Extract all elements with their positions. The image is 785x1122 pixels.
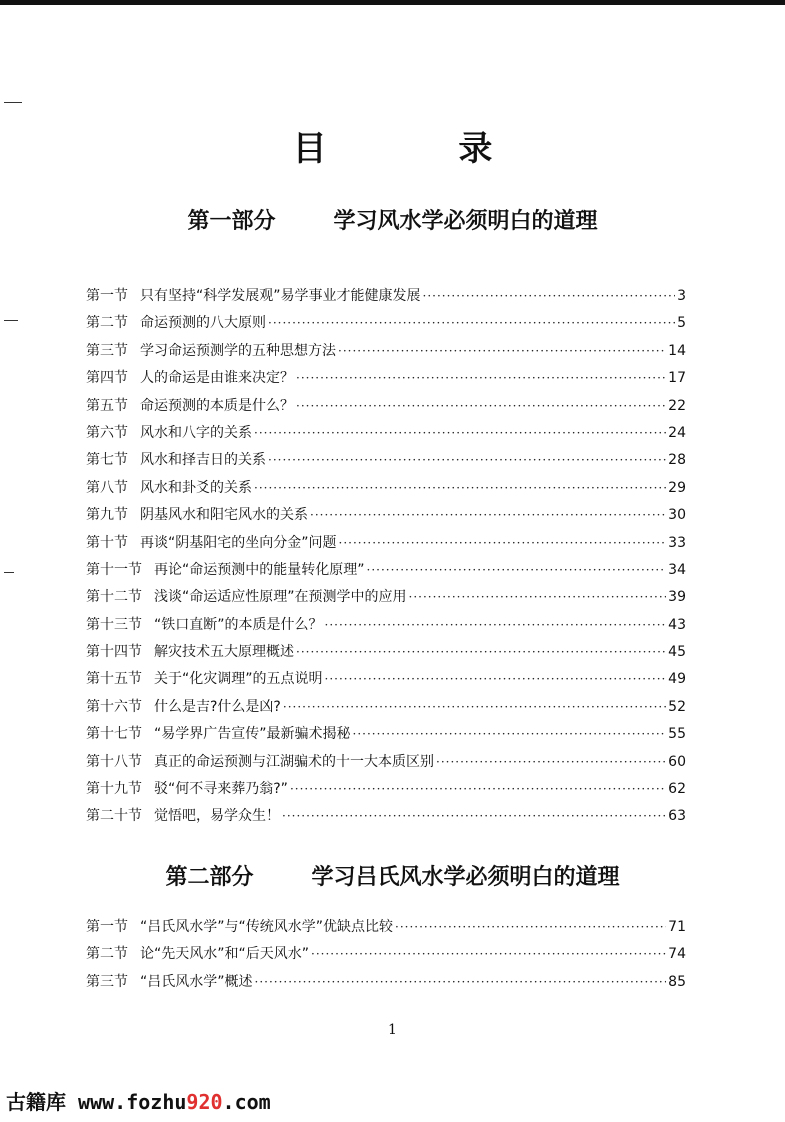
toc-entry[interactable] xyxy=(86,586,686,613)
section-number: 第一节 xyxy=(86,919,128,935)
page-ref: 63 xyxy=(668,808,686,825)
dot-leader xyxy=(296,645,666,659)
section-title: 再谈“阴基阳宅的坐向分金”问题 xyxy=(140,534,337,551)
toc-entry[interactable] xyxy=(86,778,686,805)
dot-leader xyxy=(423,289,676,303)
dot-leader xyxy=(283,700,666,714)
page-ref: 5 xyxy=(677,315,686,332)
part-two-heading xyxy=(0,860,785,891)
section-title: 只有坚持“科学发展观”易学事业才能健康发展 xyxy=(140,288,421,304)
page-ref: 55 xyxy=(668,726,686,743)
section-title: “吕氏风水学”与“传统风水学”优缺点比较 xyxy=(140,919,394,935)
section-title: 真正的命运预测与江湖骗术的十一大本质区别 xyxy=(154,753,434,770)
watermark-accent: 920 xyxy=(186,1090,223,1114)
section-number: 第十五节 xyxy=(86,671,142,688)
toc-entry[interactable] xyxy=(86,367,686,394)
dot-leader xyxy=(325,672,667,686)
dot-leader xyxy=(395,920,666,934)
section-title: 解灾技术五大原理概述 xyxy=(154,644,294,661)
page-number: 1 xyxy=(388,1022,397,1038)
section-number: 第十二节 xyxy=(86,589,142,606)
part-label: 第二部分 xyxy=(165,865,254,890)
page-ref: 43 xyxy=(668,616,686,633)
dot-leader xyxy=(310,508,666,522)
page-ref: 30 xyxy=(668,507,686,524)
dot-leader xyxy=(367,563,667,577)
page-ref: 24 xyxy=(668,424,686,441)
section-number: 第四节 xyxy=(86,370,128,387)
dot-leader xyxy=(296,399,666,413)
section-title: 浅谈“命运适应性原理”在预测学中的应用 xyxy=(154,589,407,606)
dot-leader xyxy=(325,618,667,632)
dot-leader xyxy=(296,371,666,385)
section-number: 第十七节 xyxy=(86,726,142,743)
page-ref: 85 xyxy=(668,973,686,990)
page-ref: 52 xyxy=(668,698,686,715)
section-number: 第六节 xyxy=(86,424,128,441)
page-ref: 28 xyxy=(668,452,686,469)
scan-mark xyxy=(4,572,14,573)
section-title: 论“先天风水”和“后天风水” xyxy=(140,946,310,963)
page-ref: 22 xyxy=(668,397,686,414)
section-number: 第五节 xyxy=(86,397,128,414)
toc-entry[interactable] xyxy=(86,696,686,723)
section-title: 驳“何不寻来葬乃翁?” xyxy=(154,781,288,798)
section-title: “吕氏风水学”概述 xyxy=(140,973,253,990)
part-one-heading xyxy=(0,204,785,235)
section-title: 学习命运预测学的五种思想方法 xyxy=(140,342,336,359)
toc-entry[interactable] xyxy=(86,449,686,476)
toc-entry[interactable] xyxy=(86,532,686,559)
toc-entry[interactable] xyxy=(86,943,686,970)
section-number: 第二节 xyxy=(86,315,128,332)
section-title: “铁口直断”的本质是什么？ xyxy=(154,616,323,633)
toc-entry[interactable] xyxy=(86,751,686,778)
section-number: 第十一节 xyxy=(86,561,142,578)
section-number: 第七节 xyxy=(86,452,128,469)
toc-entry[interactable] xyxy=(86,559,686,586)
dot-leader xyxy=(436,755,666,769)
page-ref: 33 xyxy=(668,534,686,551)
section-number: 第十六节 xyxy=(86,698,142,715)
page-ref: 29 xyxy=(668,479,686,496)
section-title: 命运预测的本质是什么？ xyxy=(140,397,294,414)
page-ref: 62 xyxy=(668,781,686,798)
page-ref: 71 xyxy=(668,919,686,935)
dot-leader xyxy=(254,481,666,495)
toc-entry[interactable] xyxy=(86,504,686,531)
section-title: 命运预测的八大原则 xyxy=(140,315,266,332)
dot-leader xyxy=(255,975,667,989)
page-ref: 14 xyxy=(668,342,686,359)
toc-list-part-one xyxy=(86,285,686,833)
part-title: 学习风水学必须明白的道理 xyxy=(333,209,598,234)
section-title: 什么是吉?什么是凶? xyxy=(154,698,281,715)
part-label: 第一部分 xyxy=(187,209,276,234)
toc-entry[interactable] xyxy=(86,641,686,668)
dot-leader xyxy=(290,782,666,796)
section-title: 关于“化灾调理”的五点说明 xyxy=(154,671,323,688)
toc-entry[interactable] xyxy=(86,340,686,367)
toc-entry[interactable] xyxy=(86,668,686,695)
page-ref: 39 xyxy=(668,589,686,606)
section-number: 第十节 xyxy=(86,534,128,551)
page-ref: 49 xyxy=(668,671,686,688)
section-number: 第九节 xyxy=(86,507,128,524)
dot-leader xyxy=(311,947,666,961)
dot-leader xyxy=(353,727,667,741)
section-title: “易学界广告宣传”最新骗术揭秘 xyxy=(154,726,351,743)
scan-mark xyxy=(4,320,18,321)
section-title: 风水和卦爻的关系 xyxy=(140,479,252,496)
page-ref: 45 xyxy=(668,644,686,661)
page-ref: 60 xyxy=(668,753,686,770)
toc-entry[interactable] xyxy=(86,614,686,641)
section-number: 第十九节 xyxy=(86,781,142,798)
dot-leader xyxy=(268,453,666,467)
toc-entry[interactable] xyxy=(86,805,686,832)
dot-leader xyxy=(409,590,667,604)
section-number: 第八节 xyxy=(86,479,128,496)
section-title: 人的命运是由谁来决定？ xyxy=(140,370,294,387)
page-ref: 34 xyxy=(668,561,686,578)
section-title: 风水和八字的关系 xyxy=(140,424,252,441)
scan-mark xyxy=(4,102,22,103)
section-title: 阴基风水和阳宅风水的关系 xyxy=(140,507,308,524)
watermark-suffix: .com xyxy=(222,1090,271,1114)
toc-entry[interactable] xyxy=(86,422,686,449)
site-watermark xyxy=(6,1086,271,1115)
section-number: 第十八节 xyxy=(86,753,142,770)
page-ref: 74 xyxy=(668,946,686,963)
section-number: 第三节 xyxy=(86,973,128,990)
section-title: 再论“命运预测中的能量转化原理” xyxy=(154,561,365,578)
page-ref: 3 xyxy=(677,288,686,304)
part-title: 学习吕氏风水学必须明白的道理 xyxy=(311,865,620,890)
toc-list-part-two xyxy=(86,916,686,998)
page-ref: 17 xyxy=(668,370,686,387)
toc-entry[interactable] xyxy=(86,477,686,504)
section-number: 第一节 xyxy=(86,288,128,304)
section-title: 风水和择吉日的关系 xyxy=(140,452,266,469)
watermark-prefix: 古籍库 www.fozhu xyxy=(6,1090,187,1114)
section-number: 第十三节 xyxy=(86,616,142,633)
section-number: 第三节 xyxy=(86,342,128,359)
toc-entry[interactable] xyxy=(86,395,686,422)
toc-entry[interactable] xyxy=(86,971,686,998)
toc-title: 目 录 xyxy=(292,128,553,169)
scan-top-border xyxy=(0,0,785,5)
section-title: 觉悟吧，易学众生！ xyxy=(154,808,280,825)
section-number: 第二节 xyxy=(86,946,128,963)
dot-leader xyxy=(268,316,675,330)
toc-entry[interactable] xyxy=(86,723,686,750)
toc-entry[interactable] xyxy=(86,285,686,312)
dot-leader xyxy=(254,426,666,440)
dot-leader xyxy=(338,344,666,358)
dot-leader xyxy=(339,536,667,550)
dot-leader xyxy=(282,809,666,823)
toc-entry[interactable] xyxy=(86,916,686,943)
section-number: 第十四节 xyxy=(86,644,142,661)
toc-entry[interactable] xyxy=(86,312,686,339)
section-number: 第二十节 xyxy=(86,808,142,825)
